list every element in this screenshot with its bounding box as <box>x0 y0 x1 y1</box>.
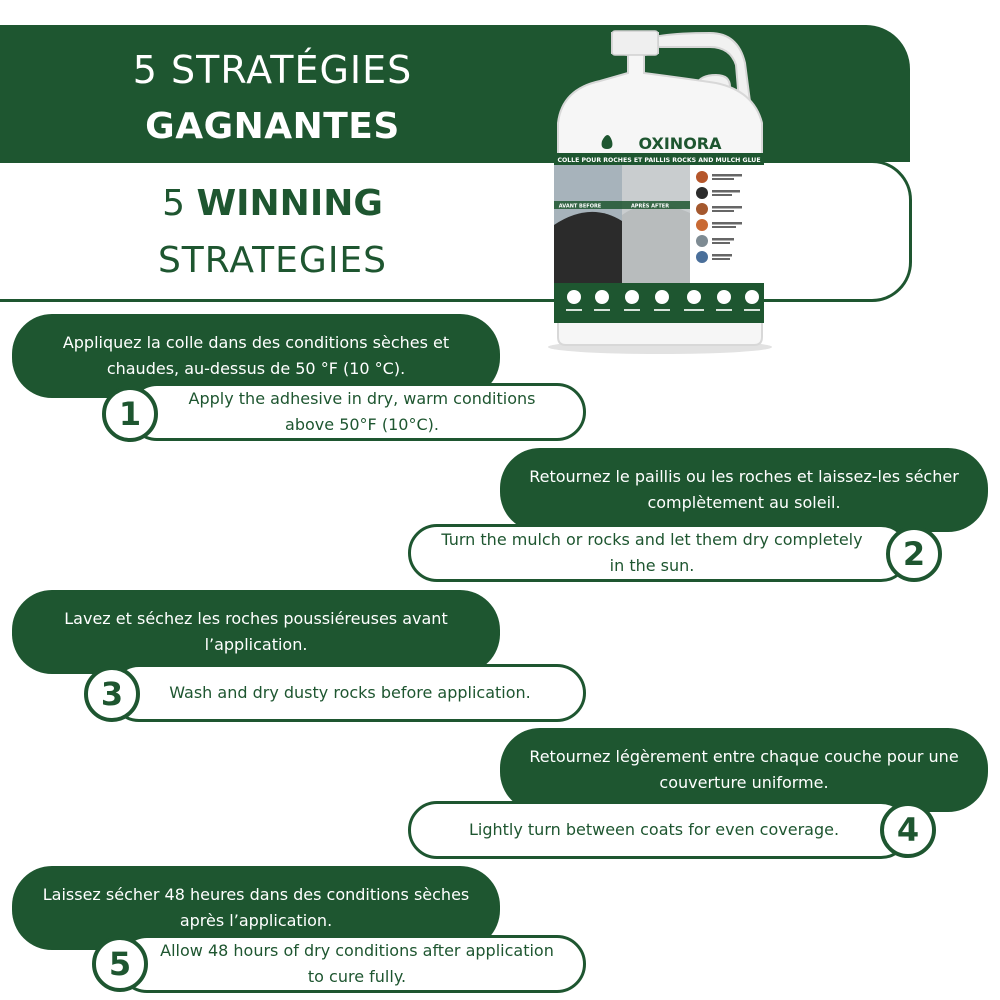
strategy-5-english-text: Allow 48 hours of dry conditions after application to cure fully. <box>160 941 554 986</box>
product-label-band-text: COLLE POUR ROCHES ET PAILLIS ROCKS AND MULCH GLUE <box>557 157 761 164</box>
strategy-4-french <box>500 728 988 812</box>
title-english-line1: 5 WINNING <box>162 183 383 224</box>
strategy-5-english <box>118 935 586 993</box>
strategy-1-english-text: Apply the adhesive in dry, warm conditions above 50°F (10°C). <box>188 389 536 434</box>
strategy-5-french-text: Laissez sécher 48 heures dans des conditions sèches après l’application. <box>42 885 470 930</box>
strategy-3-french-text: Lavez et séchez les roches poussiéreuses avant l’application. <box>64 609 448 654</box>
strategy-4-french-text: Retournez légèrement entre chaque couche pour une couverture uniforme. <box>529 747 959 792</box>
strategy-3-english-text: Wash and dry dusty rocks before application. <box>169 683 531 702</box>
product-before-label: AVANT BEFORE <box>558 203 602 210</box>
strategy-1-number-badge: 1 <box>102 386 158 442</box>
strategy-3-english <box>110 664 586 722</box>
strategy-1-english <box>128 383 586 441</box>
strategy-2-french-text: Retournez le paillis ou les roches et laissez-les sécher complètement au soleil. <box>529 467 959 512</box>
strategy-4-number-badge: 4 <box>880 802 936 858</box>
strategy-5-number-badge: 5 <box>92 936 148 992</box>
strategy-4-english-text: Lightly turn between coats for even coverage. <box>468 820 840 839</box>
strategy-2-english-text: Turn the mulch or rocks and let them dry completely in the sun. <box>441 530 863 575</box>
title-french-line1: 5 STRATÉGIES <box>132 48 413 92</box>
title-french-line2: GAGNANTES <box>145 106 400 147</box>
product-after-label: APRÈS AFTER <box>630 203 670 210</box>
title-english-line2: STRATEGIES <box>157 240 388 281</box>
strategy-3-number-badge: 3 <box>84 666 140 722</box>
strategy-3-french <box>12 590 500 674</box>
strategy-2-number-badge: 2 <box>886 526 942 582</box>
product-jug-image <box>540 25 780 355</box>
strategy-4-english <box>408 801 910 859</box>
strategy-1-french-text: Appliquez la colle dans des conditions sèches et chaudes, au-dessus de 50 °F (10 °C). <box>62 333 450 378</box>
product-brand-text: OXINORA <box>638 134 722 153</box>
title-english-bold: WINNING <box>196 183 383 224</box>
strategy-2-french <box>500 448 988 532</box>
strategy-2-english <box>408 524 910 582</box>
